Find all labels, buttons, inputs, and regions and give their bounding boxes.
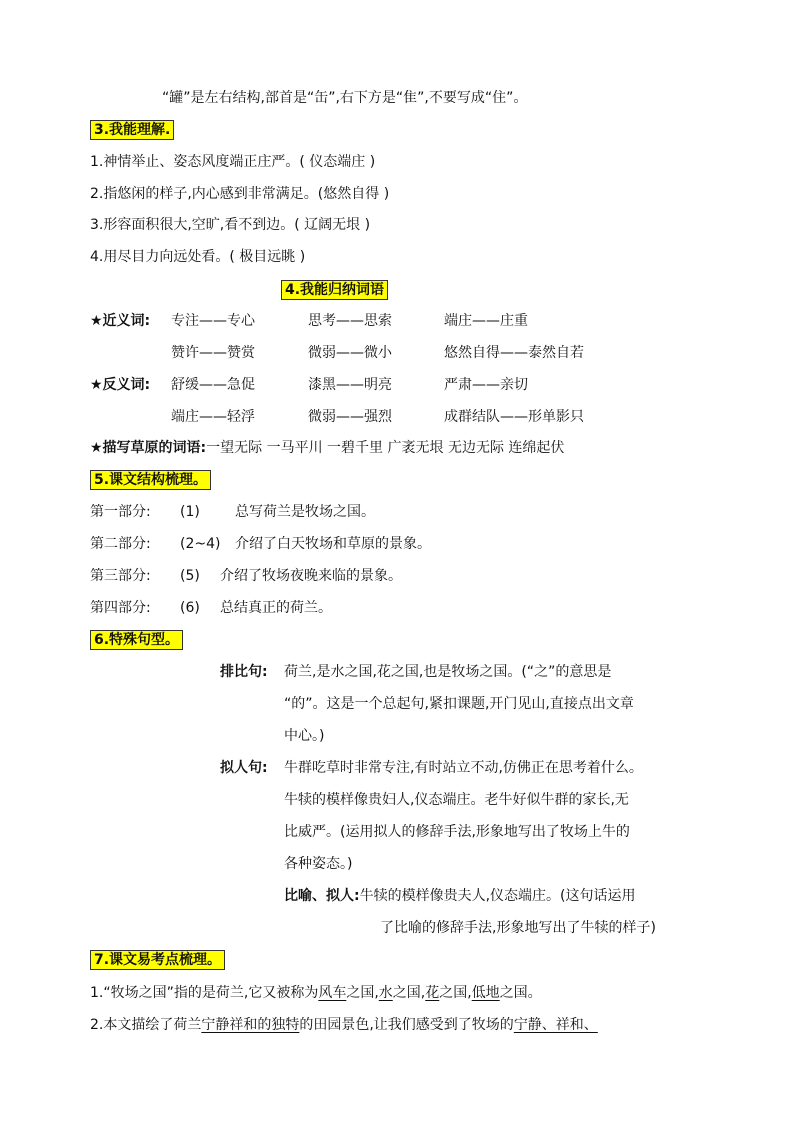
q1-prefix: 1.“牧场之国”指的是荷兰,它又被称为 xyxy=(90,985,319,1001)
antonym-2: 漆黑——明亮 xyxy=(308,377,392,393)
section-4-heading xyxy=(281,280,388,300)
synonym-1: 专注——专心 xyxy=(171,313,255,329)
grass-label: ★描写草原的词语: xyxy=(90,440,207,456)
q1-blank-3: 花 xyxy=(425,985,440,1001)
part-3-label: 第三部分: xyxy=(90,568,151,584)
antonym-4: 端庄——轻浮 xyxy=(171,409,255,425)
sec3-item-3: 3.形容面积很大,空旷,看不到边。( 辽阔无垠 ) xyxy=(90,217,371,233)
q1-joiner-2: 之国, xyxy=(392,985,426,1001)
metaphor-line-1: 牛犊的模样像贵夫人,仪态端庄。(这句话运用 xyxy=(359,888,636,904)
synonym-6: 悠然自得——泰然自若 xyxy=(444,345,584,361)
part-4-label: 第四部分: xyxy=(90,600,151,616)
q2-prefix: 2.本文描绘了荷兰 xyxy=(90,1017,202,1033)
part-2-label: 第二部分: xyxy=(90,536,151,552)
q2-blank-1: 宁静祥和的独特 xyxy=(201,1017,300,1033)
q1-joiner-3: 之国, xyxy=(439,985,472,1001)
section-7-heading xyxy=(90,950,225,970)
q1-end: 之国。 xyxy=(499,985,542,1001)
q2-mid: 的田园景色,让我们感受到了牧场的 xyxy=(299,1017,514,1033)
section-6-title: 6.特殊句型。 xyxy=(90,630,183,650)
synonym-4: 赞许——赞赏 xyxy=(171,345,255,361)
antonym-6: 成群结队——形单影只 xyxy=(444,409,584,425)
part-1-desc: 总写荷兰是牧场之国。 xyxy=(235,504,375,520)
parallel-line-3: 中心。) xyxy=(284,728,325,744)
grass-words: 一望无际 一马平川 一碧千里 广袤无垠 无边无际 连绵起伏 xyxy=(206,440,565,456)
antonym-1: 舒缓——急促 xyxy=(171,377,255,393)
part-2-range: (2~4) xyxy=(180,536,221,552)
antonym-label: ★反义词: xyxy=(90,377,151,393)
parallel-line-2: “的”。这是一个总起句,紧扣课题,开门见山,直接点出文章 xyxy=(284,696,634,712)
parallel-line-1: 荷兰,是水之国,花之国,也是牧场之国。(“之”的意思是 xyxy=(284,664,612,680)
metaphor-label: 比喻、拟人: xyxy=(284,888,360,904)
metaphor-line-2: 了比喻的修辞手法,形象地写出了牛犊的样子) xyxy=(380,920,656,936)
synonym-2: 思考——思索 xyxy=(308,313,392,329)
sec3-item-2: 2.指悠闲的样子,内心感到非常满足。(悠然自得 ) xyxy=(90,186,390,202)
sec3-item-4: 4.用尽目力向远处看。( 极目远眺 ) xyxy=(90,249,306,265)
part-1-label: 第一部分: xyxy=(90,504,151,520)
q2-blank-2: 宁静、祥和、 xyxy=(513,1017,598,1033)
section-6-heading xyxy=(90,630,183,650)
synonym-5: 微弱——微小 xyxy=(308,345,392,361)
personify-line-4: 各种姿态。) xyxy=(284,856,353,872)
sec7-question-2 xyxy=(90,1015,598,1035)
metaphor-row xyxy=(284,886,636,906)
intro-line: “罐”是左右结构,部首是“缶”,右下方是“隹”,不要写成“住”。 xyxy=(162,90,528,106)
personify-label: 拟人句: xyxy=(220,760,268,776)
section-5-title: 5.课文结构梳理。 xyxy=(90,470,211,490)
section-7-title: 7.课文易考点梳理。 xyxy=(90,950,225,970)
parallel-label: 排比句: xyxy=(220,664,268,680)
synonym-3: 端庄——庄重 xyxy=(444,313,528,329)
section-5-heading xyxy=(90,470,211,490)
section-4-title: 4.我能归纳词语 xyxy=(281,280,388,300)
q1-blank-2: 水 xyxy=(378,985,393,1001)
antonym-5: 微弱——强烈 xyxy=(308,409,392,425)
personify-line-2: 牛犊的模样像贵妇人,仪态端庄。老牛好似牛群的家长,无 xyxy=(284,792,629,808)
section-3-title: 3.我能理解. xyxy=(90,120,174,140)
section-3-heading xyxy=(90,120,174,140)
q1-joiner-1: 之国, xyxy=(346,985,379,1001)
personify-line-3: 比威严。(运用拟人的修辞手法,形象地写出了牧场上牛的 xyxy=(284,824,630,840)
sec3-item-1: 1.神情举止、姿态风度端正庄严。( 仪态端庄 ) xyxy=(90,154,376,170)
part-4-desc: 总结真正的荷兰。 xyxy=(220,600,332,616)
personify-line-1: 牛群吃草时非常专注,有时站立不动,仿佛正在思考着什么。 xyxy=(284,760,643,776)
part-3-desc: 介绍了牧场夜晚来临的景象。 xyxy=(220,568,402,584)
part-4-range: (6) xyxy=(180,600,200,616)
part-3-range: (5) xyxy=(180,568,200,584)
synonym-label: ★近义词: xyxy=(90,313,151,329)
q1-blank-1: 风车 xyxy=(318,985,347,1001)
sec7-question-1 xyxy=(90,983,542,1003)
part-1-range: (1) xyxy=(180,504,200,520)
antonym-3: 严肃——亲切 xyxy=(444,377,528,393)
q1-blank-4: 低地 xyxy=(471,985,500,1001)
grass-words-row xyxy=(90,438,564,458)
part-2-desc: 介绍了白天牧场和草原的景象。 xyxy=(235,536,431,552)
